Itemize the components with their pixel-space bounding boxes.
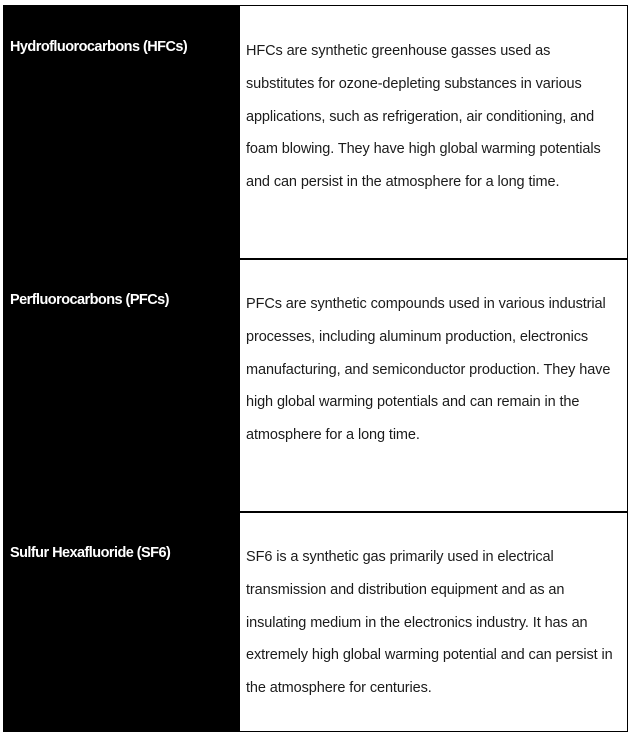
term-cell-sf6: Sulfur Hexafluoride (SF6) [4, 512, 240, 732]
term-cell-pfcs: Perfluorocarbons (PFCs) [4, 259, 240, 512]
table-row-pfcs [4, 259, 627, 512]
term-cell-hfcs: Hydrofluorocarbons (HFCs) [4, 6, 240, 259]
description-cell-hfcs: HFCs are synthetic greenhouse gasses used as substitutes for ozone-depleting substances in various applications, such as refrigeration, air conditioning, and foam blowing. They have high global warming potentials and can persist in the atmosphere for a long time. [246, 43, 601, 191]
description-cell-pfcs: PFCs are synthetic compounds used in various industrial processes, including aluminum production, electronics manufacturing, and semiconductor production. They have high global warming potentials and can remain in the atmosphere for a long time. [246, 296, 611, 444]
table-row-hfcs [4, 6, 627, 259]
greenhouse-gas-table [3, 5, 628, 732]
table-row-sf6 [4, 512, 627, 732]
description-cell-sf6: SF6 is a synthetic gas primarily used in electrical transmission and distribution equipment and as an insulating medium in the electronics industry. It has an extremely high global warming potential and can persist in the atmosphere for centuries. [246, 549, 613, 697]
